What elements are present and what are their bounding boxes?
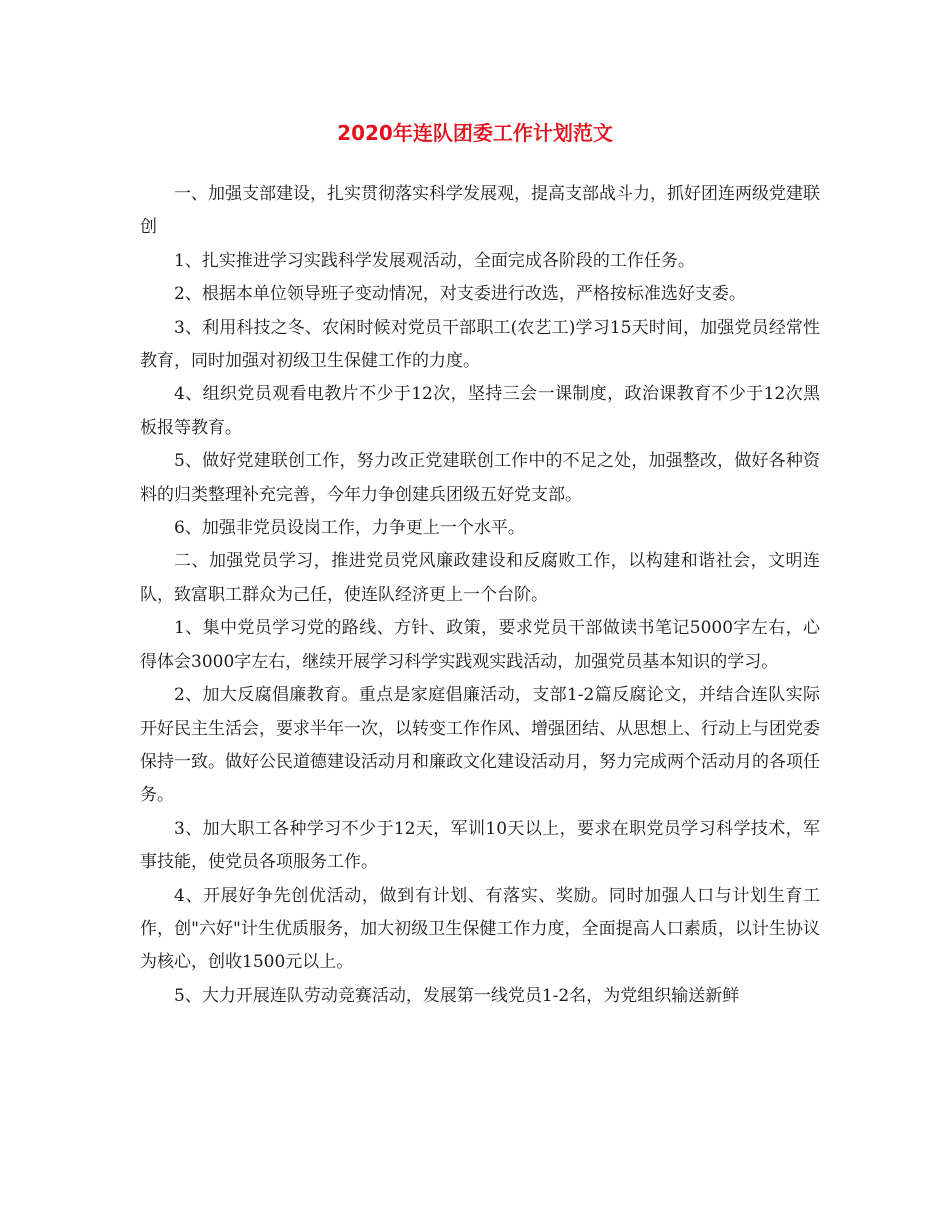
paragraph: 5、做好党建联创工作，努力改正党建联创工作中的不足之处，加强整改，做好各种资料的归类整理补充完善，今年力争创建兵团级五好党支部。 bbox=[140, 451, 820, 505]
paragraph: 1、扎实推进学习实践科学发展观活动，全面完成各阶段的工作任务。 bbox=[174, 250, 695, 271]
paragraph: 2、加大反腐倡廉教育。重点是家庭倡廉活动，支部1-2篇反腐论文，并结合连队实际开好民主生活会，要求半年一次，以转变工作作风、增强团结、从思想上、行动上与团党委保持一致。做好公民道德建设活动月和廉政文化建设活动月，努力完成两个活动月的各项任务。 bbox=[140, 685, 820, 806]
paragraph: 一、加强支部建设，扎实贯彻落实科学发展观，提高支部战斗力，抓好团连两级党建联创 bbox=[140, 184, 820, 238]
document-title: 2020年连队团委工作计划范文 bbox=[337, 121, 613, 145]
paragraph: 3、利用科技之冬、农闲时候对党员干部职工(农艺工)学习15天时间，加强党员经常性教育，同时加强对初级卫生保健工作的力度。 bbox=[140, 317, 820, 372]
paragraph: 5、大力开展连队劳动竞赛活动，发展第一线党员1-2名，为党组织输送新鲜 bbox=[174, 985, 740, 1006]
paragraph: 二、加强党员学习，推进党员党风廉政建设和反腐败工作，以构建和谐社会，文明连队，致富职工群众为己任，使连队经济更上一个台阶。 bbox=[140, 551, 820, 605]
paragraph: 6、加强非党员设岗工作，力争更上一个水平。 bbox=[174, 518, 525, 539]
paragraph: 1、集中党员学习党的路线、方针、政策，要求党员干部做读书笔记5000字左右，心得体会3000字左右，继续开展学习科学实践观实践活动，加强党员基本知识的学习。 bbox=[140, 618, 820, 672]
document-body bbox=[140, 178, 820, 1013]
paragraph: 4、开展好争先创优活动，做到有计划、有落实、奖励。同时加强人口与计划生育工作，创"六好"计生优质服务，加大初级卫生保健工作力度，全面提高人口素质，以计生协议为核心，创收1500元以上。 bbox=[140, 885, 820, 973]
paragraph: 3、加大职工各种学习不少于12天，军训10天以上，要求在职党员学习科学技术，军事技能，使党员各项服务工作。 bbox=[140, 818, 820, 873]
paragraph: 4、组织党员观看电教片不少于12次，坚持三会一课制度，政治课教育不少于12次黑板报等教育。 bbox=[140, 384, 820, 438]
paragraph: 2、根据本单位领导班子变动情况，对支委进行改选，严格按标准选好支委。 bbox=[174, 284, 746, 305]
